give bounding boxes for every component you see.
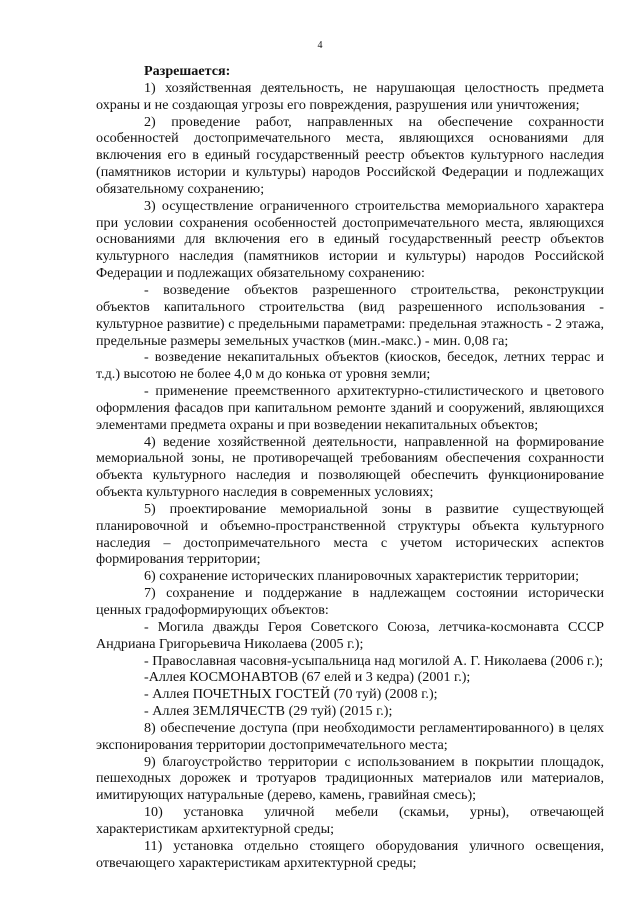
paragraph-11: 11) установка отдельно стоящего оборудования уличного освещения, отвечающего характеристикам архитектурной среды; — [96, 837, 604, 871]
paragraph-1: 1) хозяйственная деятельность, не нарушающая целостность предмета охраны и не создающая угрозы его повреждения, разрушения или уничтожения; — [96, 79, 604, 113]
paragraph-7: 7) сохранение и поддержание в надлежащем состоянии исторически ценных градоформирующих объектов: — [96, 585, 604, 618]
page-number: 4 — [317, 40, 323, 51]
paragraph-7-item-3: -Аллея КОСМОНАВТОВ (67 елей и 3 кедра) (2001 г.); — [144, 669, 471, 686]
paragraph-2: 2) проведение работ, направленных на обеспечение сохранности особенностей достопримечательного места, являющихся основаниями для включения его в единый государственный реестр объектов культурного наследия (памятников истории и культуры) народов Российской Федерации и подлежащих обязательному сохранению; — [96, 113, 604, 197]
paragraph-8: 8) обеспечение доступа (при необходимости регламентированного) в целях экспонирования территории достопримечательного места; — [96, 719, 604, 753]
paragraph-9: 9) благоустройство территории с использованием в покрытии площадок, пешеходных дорожек и тротуаров традиционных материалов или материалов, имитирующих натуральные (дерево, камень, гравийная смесь); — [96, 753, 604, 804]
paragraph-5: 5) проектирование мемориальной зоны в развитие существующей планировочной и объемно-пространственной структуры объекта культурного наследия – достопримечательного места с учетом исторических аспектов формирования территории; — [96, 500, 604, 568]
paragraph-7-item-1: - Могила дважды Героя Советского Союза, летчика-космонавта СССР Андриана Григорьевича Николаева (2005 г.); — [96, 618, 604, 652]
paragraph-3-item-1: - возведение объектов разрешенного строительства, реконструкции объектов капитального строительства (вид разрешенного использования - культурное развитие) с предельными параметрами: предельная этажность - 2 этажа, предельные размеры земельных участков (мин.-макс.) - мин. 0,08 га; — [96, 281, 604, 349]
paragraph-7-item-4: - Аллея ПОЧЕТНЫХ ГОСТЕЙ (70 туй) (2008 г.); — [144, 686, 438, 703]
paragraph-10: 10) установка уличной мебели (скамьи, урны), отвечающей характеристикам архитектурной среды; — [96, 804, 604, 837]
paragraph-3: 3) осуществление ограниченного строительства мемориального характера при условии сохранения особенностей достопримечательного места, являющихся основаниями для включения его в единый государственный реестр объектов культурного наследия (памятников истории и культуры) народов Российской Федерации и подлежащих обязательному сохранению: — [96, 197, 604, 282]
paragraph-3-item-3: - применение преемственного архитектурно-стилистического и цветового оформления фасадов при капитальном ремонте зданий и сооружений, являющихся элементами предмета охраны и при возведении некапитальных объектов; — [96, 383, 604, 433]
section-heading: Разрешается: — [144, 63, 231, 79]
paragraph-7-item-2: - Православная часовня-усыпальница над могилой А. Г. Николаева (2006 г.); — [144, 652, 604, 669]
paragraph-6: 6) сохранение исторических планировочных характеристик территории; — [144, 568, 579, 585]
paragraph-7-item-5: - Аллея ЗЕМЛЯЧЕСТВ (29 туй) (2015 г.); — [144, 703, 393, 720]
paragraph-3-item-2: - возведение некапитальных объектов (киосков, беседок, летних террас и т.д.) высотою не более 4,0 м до конька от уровня земли; — [96, 349, 604, 383]
document-body — [96, 63, 604, 872]
paragraph-4: 4) ведение хозяйственной деятельности, направленной на формирование мемориальной зоны, не противоречащей требованиям обеспечения сохранности объекта культурного наследия и позволяющей обеспечить функционирование объекта культурного наследия в современных условиях; — [96, 433, 604, 501]
